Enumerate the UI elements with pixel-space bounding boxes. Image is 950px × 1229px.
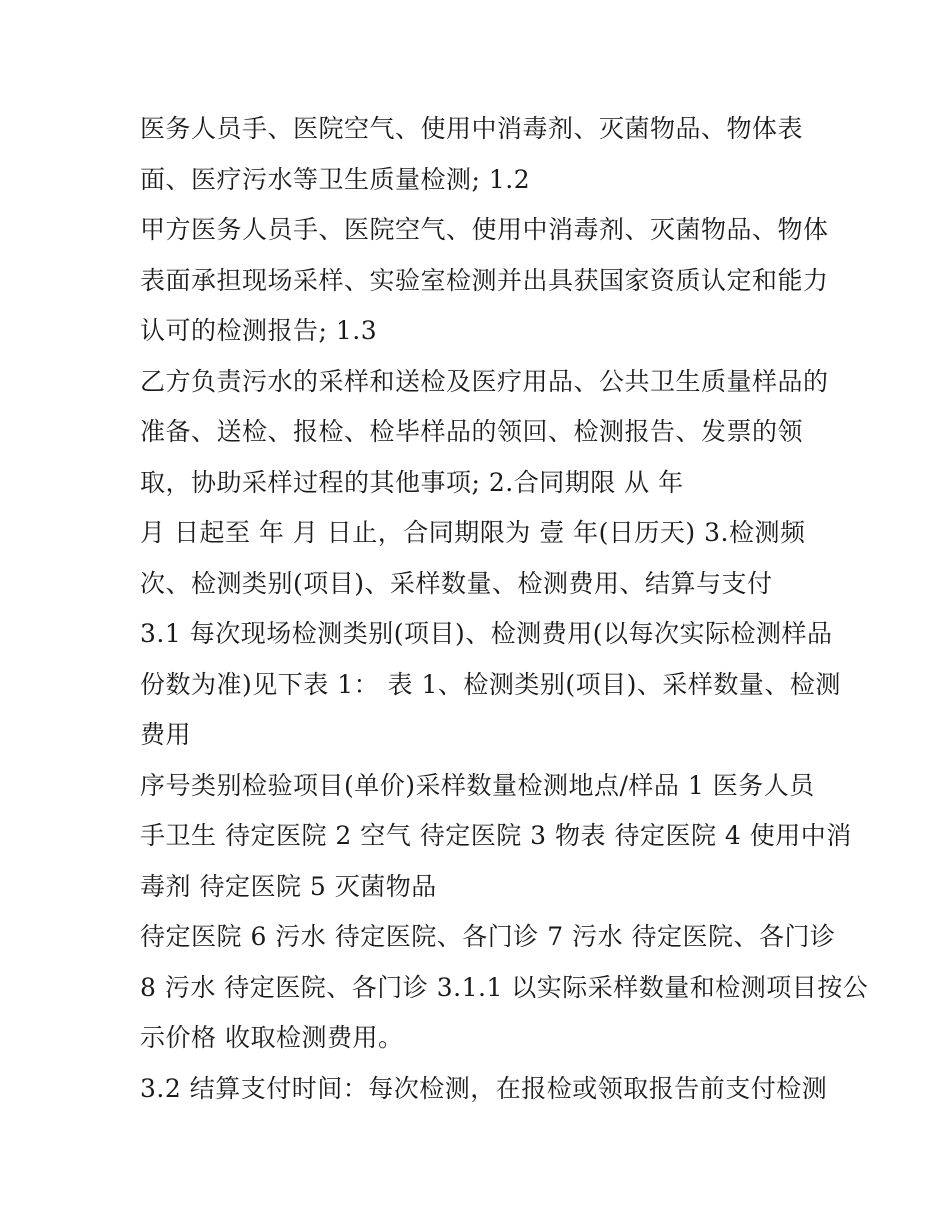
text-line: 费用 xyxy=(140,720,192,749)
text-line: 8 污水 待定医院、各门诊 3.1.1 以实际采样数量和检测项目按公 xyxy=(140,972,869,1002)
text-line: 示价格 收取检测费用。 xyxy=(140,1023,404,1052)
text-line: 手卫生 待定医院 2 空气 待定医院 3 物表 待定医院 4 使用中消 xyxy=(140,821,852,850)
text-line: 医务人员手、医院空气、使用中消毒剂、灭菌物品、物体表 xyxy=(140,114,804,143)
text-line: 序号类别检验项目(单价)采样数量检测地点/样品 1 医务人员 xyxy=(140,770,815,800)
text-line: 份数为准)见下表 1： 表 1、检测类别(项目)、采样数量、检测 xyxy=(140,669,841,699)
text-line: 月 日起至 年 月 日止，合同期限为 壹 年(日历天) 3.检测频 xyxy=(140,518,806,547)
text-line: 面、医疗污水等卫生质量检测; 1.2 xyxy=(140,164,531,194)
text-line: 表面承担现场采样、实验室检测并出具获国家资质认定和能力 xyxy=(140,265,829,295)
text-line: 待定医院 6 污水 待定医院、各门诊 7 污水 待定医院、各门诊 xyxy=(140,922,836,951)
text-line: 取，协助采样过程的其他事项; 2.合同期限 从 年 xyxy=(140,467,684,497)
text-line: 甲方医务人员手、医院空气、使用中消毒剂、灭菌物品、物体 xyxy=(140,215,829,244)
text-line: 3.2 结算支付时间：每次检测，在报检或领取报告前支付检测 xyxy=(140,1073,828,1103)
text-line: 次、检测类别(项目)、采样数量、检测费用、结算与支付 xyxy=(140,568,773,598)
document-body xyxy=(140,104,869,1114)
text-line: 乙方负责污水的采样和送检及医疗用品、公共卫生质量样品的 xyxy=(140,366,829,396)
text-line: 毒剂 待定医院 5 灭菌物品 xyxy=(140,871,437,901)
text-line: 认可的检测报告; 1.3 xyxy=(140,316,378,345)
text-line: 3.1 每次现场检测类别(项目)、检测费用(以每次实际检测样品 xyxy=(140,619,833,648)
text-line: 准备、送检、报检、检毕样品的领回、检测报告、发票的领 xyxy=(140,417,804,446)
